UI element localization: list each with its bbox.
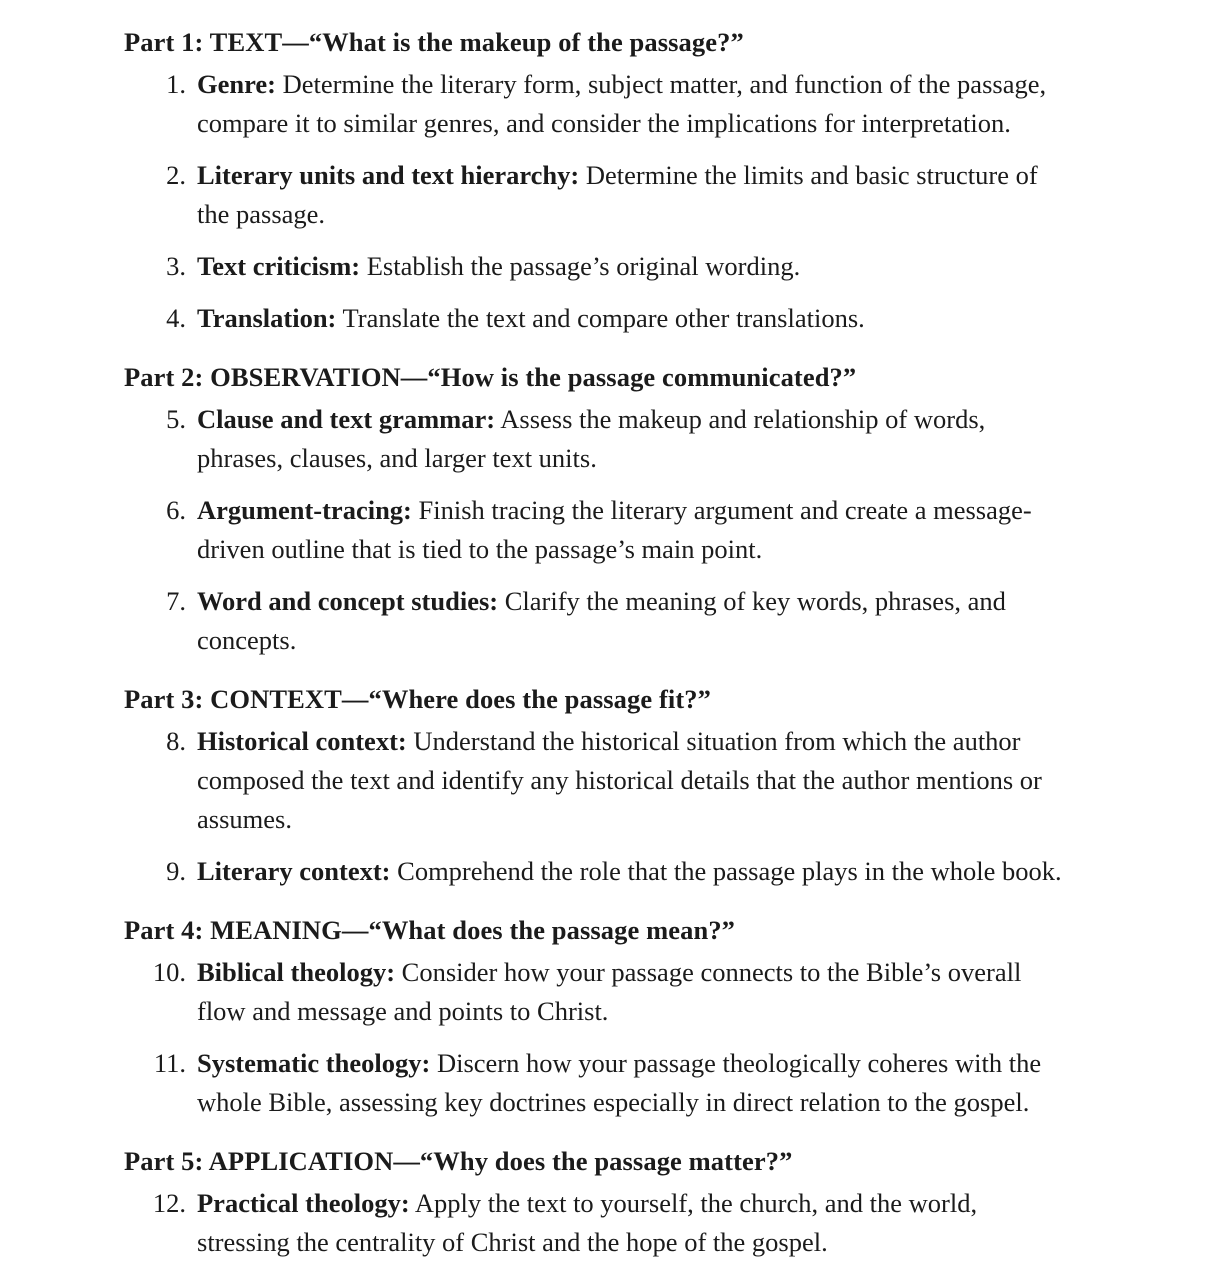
step-number: 10.: [152, 957, 186, 987]
part-section: [124, 359, 1072, 660]
step-description: Clarify the meaning of key words, phrases, and concepts.: [197, 586, 1006, 655]
part-heading: Part 1: TEXT—“What is the makeup of the passage?”: [124, 27, 744, 57]
step-number: 7.: [166, 586, 186, 616]
step-text: [197, 491, 1072, 569]
step-label: Translation:: [197, 303, 337, 333]
part-heading: Part 2: OBSERVATION—“How is the passage communicated?”: [124, 362, 857, 392]
step-label: Word and concept studies:: [197, 586, 499, 616]
step-text: [197, 1184, 1072, 1262]
part-section: [124, 24, 1072, 338]
step-label: Literary context:: [197, 856, 391, 886]
outline-body: [124, 24, 1072, 1262]
part-heading: Part 4: MEANING—“What does the passage mean?”: [124, 915, 736, 945]
step-number: 1.: [166, 69, 186, 99]
step-number: 11.: [153, 1048, 186, 1078]
step-description: Translate the text and compare other translations.: [336, 303, 865, 333]
step-item: [124, 400, 1072, 478]
step-list: [124, 1184, 1072, 1262]
step-item: [124, 156, 1072, 234]
step-item: [124, 491, 1072, 569]
step-text: [197, 1044, 1072, 1122]
step-list: [124, 953, 1072, 1122]
step-list: [124, 722, 1072, 891]
step-text: [197, 65, 1072, 143]
step-text: [197, 400, 1072, 478]
step-label: Systematic theology:: [197, 1048, 431, 1078]
step-item: [124, 65, 1072, 143]
part-section: [124, 681, 1072, 891]
step-text: [197, 953, 1072, 1031]
part-heading: Part 5: APPLICATION—“Why does the passage matter?”: [124, 1146, 793, 1176]
step-label: Argument-tracing:: [197, 495, 412, 525]
step-label: Literary units and text hierarchy:: [197, 160, 580, 190]
step-number: 2.: [166, 160, 186, 190]
step-description: Establish the passage’s original wording.: [360, 251, 801, 281]
step-item: [124, 722, 1072, 839]
step-number: 5.: [166, 404, 186, 434]
step-text: [197, 722, 1072, 839]
part-section: [124, 1143, 1072, 1262]
step-number: 4.: [166, 303, 186, 333]
step-item: [124, 247, 1072, 286]
step-number: 12.: [152, 1188, 186, 1218]
step-label: Practical theology:: [197, 1188, 410, 1218]
step-description: Finish tracing the literary argument and create a message-driven outline that is tied to the passage’s main point.: [197, 495, 1032, 564]
step-item: [124, 299, 1072, 338]
step-text: [197, 156, 1072, 234]
step-item: [124, 1184, 1072, 1262]
step-description: Understand the historical situation from which the author composed the text and identify any historical details that the author mentions or assumes.: [197, 726, 1042, 834]
step-description: Determine the literary form, subject matter, and function of the passage, compare it to similar genres, and consider the implications for interpretation.: [197, 69, 1047, 138]
step-number: 3.: [166, 251, 186, 281]
step-number: 6.: [166, 495, 186, 525]
step-description: Determine the limits and basic structure of the passage.: [197, 160, 1038, 229]
step-item: [124, 852, 1072, 891]
step-description: Assess the makeup and relationship of words, phrases, clauses, and larger text units.: [197, 404, 986, 473]
step-label: Clause and text grammar:: [197, 404, 496, 434]
step-item: [124, 1044, 1072, 1122]
step-text: [197, 582, 1072, 660]
step-list: [124, 400, 1072, 660]
step-label: Text criticism:: [197, 251, 361, 281]
step-text: [197, 299, 1072, 338]
step-item: [124, 953, 1072, 1031]
step-number: 9.: [166, 856, 186, 886]
part-heading: Part 3: CONTEXT—“Where does the passage fit?”: [124, 684, 711, 714]
step-description: Consider how your passage connects to the Bible’s overall flow and message and points to Christ.: [197, 957, 1022, 1026]
step-label: Biblical theology:: [197, 957, 396, 987]
step-list: [124, 65, 1072, 338]
step-label: Historical context:: [197, 726, 407, 756]
step-description: Comprehend the role that the passage plays in the whole book.: [390, 856, 1062, 886]
part-section: [124, 912, 1072, 1122]
step-label: Genre:: [197, 69, 276, 99]
step-description: Apply the text to yourself, the church, and the world, stressing the centrality of Christ and the hope of the gospel.: [197, 1188, 978, 1257]
step-description: Discern how your passage theologically coheres with the whole Bible, assessing key doctrines especially in direct relation to the gospel.: [197, 1048, 1042, 1117]
step-text: [197, 247, 1072, 286]
step-number: 8.: [166, 726, 186, 756]
step-text: [197, 852, 1072, 891]
step-item: [124, 582, 1072, 660]
